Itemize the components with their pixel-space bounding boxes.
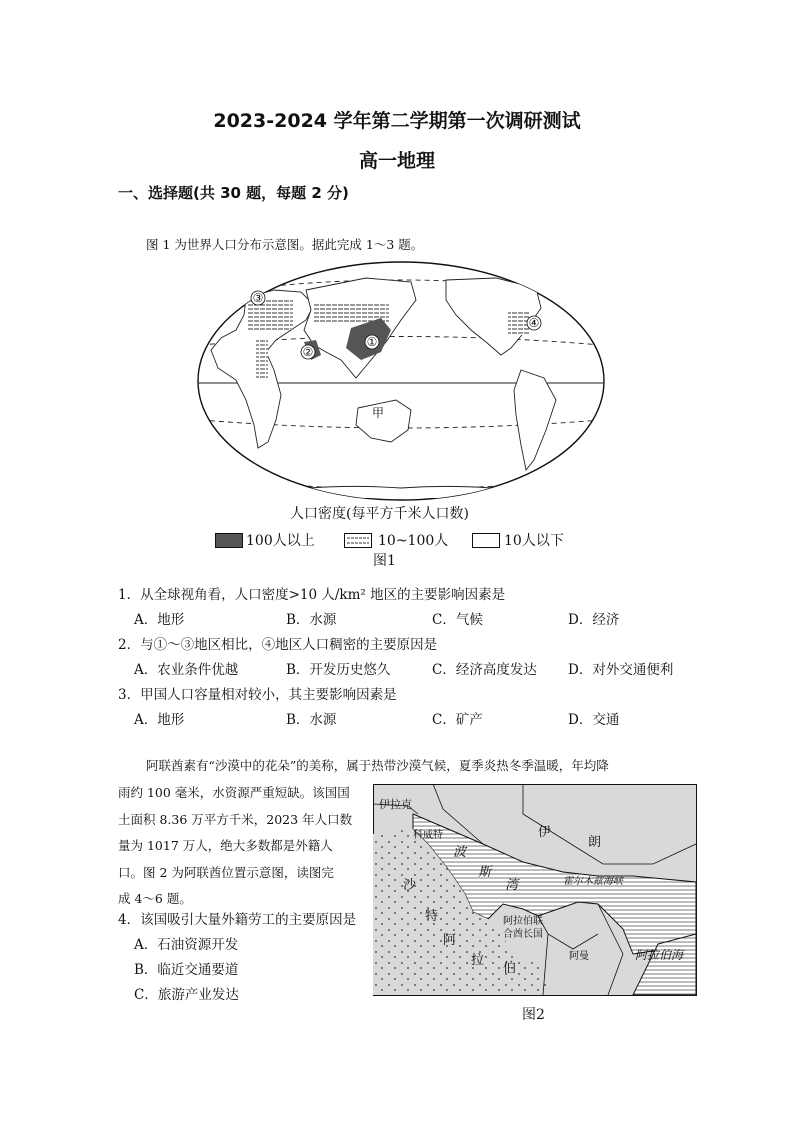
question-1-stem: 1．从全球视角看，人口密度>10 人/km² 地区的主要影响因素是 [118,587,506,603]
label-saudi-4: 拉 [471,953,485,968]
exam-subject: 高一地理 [358,150,435,172]
figure2-caption: 图2 [522,1007,545,1023]
world-population-map [196,260,606,502]
label-gulf-2: 斯 [478,865,492,880]
label-gulf-1: 波 [453,845,467,860]
question-1-option-c: C．气候 [432,612,483,628]
label-gulf-3: 湾 [505,878,519,893]
uae-passage-line-4: 量为 1017 万人，绝大多数都是外籍人 [118,838,333,854]
question-1-option-a: A．地形 [134,612,185,628]
marker-1: ① [366,335,378,349]
uae-passage-line-1: 阿联酋素有“沙漠中的花朵”的美称，属于热带沙漠气候，夏季炎热冬季温暖，年均降 [146,758,609,773]
uae-passage-line-2: 雨约 100 毫米，水资源严重短缺。该国国 [118,785,350,800]
region-label-jia: 甲 [371,406,385,420]
question-2-option-c: C．经济高度发达 [432,662,537,678]
marker-3: ③ [252,291,264,305]
question-4-stem: 4．该国吸引大量外籍劳工的主要原因是 [118,912,357,928]
uae-passage-line-5: 口。图 2 为阿联酋位置示意图，读图完 [118,864,334,880]
label-iran-2: 朗 [588,835,602,850]
question-3-option-b: B．水源 [286,712,337,728]
section-heading: 一、选择题(共 30 题，每题 2 分) [118,184,349,202]
question-2-option-b: B．开发历史悠久 [286,662,391,678]
label-oman: 阿曼 [569,951,589,962]
legend-label-high: 100人以上 [246,533,315,549]
question-3-option-c: C．矿产 [432,712,483,728]
label-saudi-2: 特 [425,909,439,924]
question-3-option-a: A．地形 [134,712,185,728]
label-saudi-1: 沙 [403,878,417,893]
label-saudi-3: 阿 [443,933,457,948]
marker-4: ④ [528,316,540,330]
question-3-option-d: D．交通 [568,712,620,728]
legend-label-medium: 10~100人 [378,533,449,549]
label-arabian-sea: 阿拉伯海 [635,948,684,962]
exam-title: 2023-2024 学年第二学期第一次调研测试 [213,110,581,132]
legend-swatch-low [472,533,500,548]
label-saudi-5: 伯 [503,961,517,976]
uae-passage-line-6: 成 4～6 题。 [118,891,192,907]
question-4-option-c: C．旅游产业发达 [134,987,239,1003]
question-1-option-b: B．水源 [286,612,337,628]
question-2-option-a: A．农业条件优越 [134,662,239,678]
label-uae-2: 合酋长国 [503,929,543,940]
marker-2: ② [302,345,314,359]
uae-location-map [373,784,697,996]
uae-passage-line-3: 土面积 8.36 万平方千米，2023 年人口数 [118,811,353,827]
legend-title: 人口密度(每平方千米人口数) [290,506,469,522]
figure1-intro: 图 1 为世界人口分布示意图。据此完成 1～3 题。 [146,237,424,252]
label-uae-1: 阿拉伯联 [503,916,543,927]
label-iraq: 伊拉克 [379,798,412,811]
label-hormuz: 霍尔木兹海峡 [563,876,623,887]
question-4-option-b: B．临近交通要道 [134,962,239,978]
uae-passage-body [118,780,368,913]
label-kuwait: 科威特 [413,830,443,841]
legend-swatch-medium [344,533,372,548]
label-iran-1: 伊 [538,825,552,840]
figure1-caption: 图1 [373,553,396,569]
question-3-stem: 3．甲国人口容量相对较小，其主要影响因素是 [118,687,397,703]
question-2-option-d: D．对外交通便利 [568,662,674,678]
question-2-stem: 2．与①～③地区相比，④地区人口稠密的主要原因是 [118,637,438,653]
question-1-option-d: D．经济 [568,612,620,628]
question-4-option-a: A．石油资源开发 [134,937,239,953]
legend-label-low: 10人以下 [504,533,564,549]
legend-swatch-high [215,533,243,548]
